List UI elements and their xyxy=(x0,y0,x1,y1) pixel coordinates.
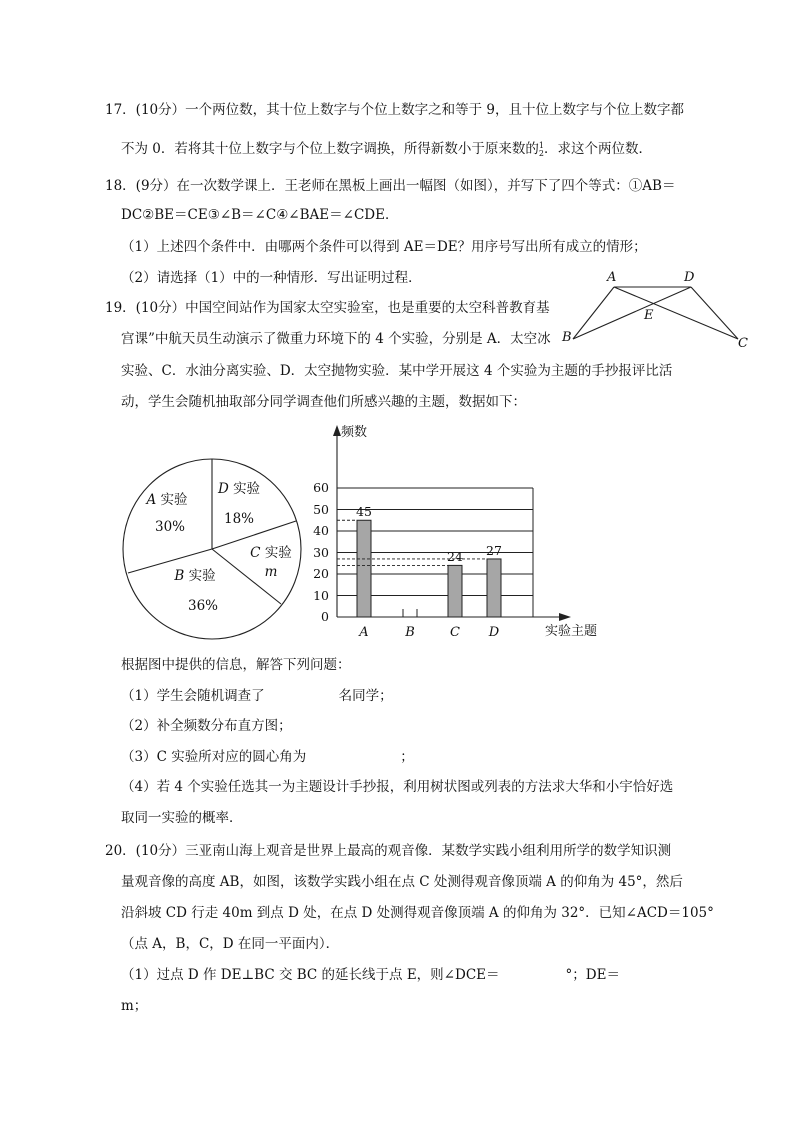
pie-chart xyxy=(118,453,308,645)
q20-line1: 20．(10分）三亚南山海上观音是世界上最高的观音像．某数学实践小组利用所学的数学知识测 xyxy=(105,843,672,859)
y-tick-label: 40 xyxy=(313,523,329,538)
q19-sub4-line2: 取同一实验的概率． xyxy=(121,810,243,826)
x-category-label: B xyxy=(405,625,415,640)
q18-line1: 18．(9分）在一次数学课上．王老师在黑板上画出一幅图（如图），并写下了四个等式：①AB＝ xyxy=(105,178,676,194)
q19-sub3-end: ； xyxy=(400,749,414,765)
q19-sub1-text: （1）学生会随机调查了 xyxy=(121,688,265,704)
q17-line1: 17．(10分）一个两位数，其十位上数字与个位上数字之和等于 9，且十位上数字与个位上数字都 xyxy=(105,102,685,118)
pie-label-A xyxy=(142,491,192,509)
bar-value-label: 27 xyxy=(486,542,502,558)
segment-DC xyxy=(691,287,738,339)
q20-sub1 xyxy=(121,965,620,985)
x-axis-label: 实验主题 xyxy=(545,624,598,639)
q18-figure xyxy=(562,266,752,358)
y-axis-label: 频数 xyxy=(341,425,368,440)
q20-sub1-text: （1）过点 D 作 DE⊥BC 交 BC 的延长线于点 E，则∠DCE＝ xyxy=(121,967,500,983)
bar-A xyxy=(357,520,371,617)
q19-sub3-text: （3）C 实验所对应的圆心角为 xyxy=(121,749,307,765)
q19-sub1 xyxy=(121,686,393,706)
q20-sub1-line2: m； xyxy=(121,998,148,1014)
q20-sub1-end: °；DE＝ xyxy=(565,967,620,983)
pie-letter-A: A xyxy=(146,492,157,508)
pie-value-B: 36% xyxy=(187,598,218,614)
q18-sub1: （1）上述四个条件中．由哪两个条件可以得到 AE＝DE？用序号写出所有成立的情形； xyxy=(121,239,647,255)
pie-value-C: m xyxy=(264,564,278,580)
y-tick-label: 30 xyxy=(313,544,329,560)
q19-line4: 动，学生会随机抽取部分同学调查他们所感兴趣的主题，数据如下： xyxy=(121,394,526,410)
pie-letter-D: D xyxy=(217,481,229,497)
segment-AB xyxy=(573,287,614,339)
pie-suffix-B: 实验 xyxy=(188,568,216,584)
q19-sub1-end: 名同学； xyxy=(338,688,393,704)
q17-line2-end: ．求这个两位数． xyxy=(543,141,652,157)
q19-sub3 xyxy=(121,747,414,767)
label-A: A xyxy=(607,270,617,285)
pie-suffix-C: 实验 xyxy=(264,545,292,561)
pie-value-D: 18% xyxy=(223,511,254,527)
x-category-label: D xyxy=(488,625,500,640)
y-axis-arrow xyxy=(333,425,341,436)
y-tick-label: 20 xyxy=(313,566,329,581)
label-C: C xyxy=(738,336,748,351)
y-tick-label: 0 xyxy=(321,609,329,624)
bar-value-label: 24 xyxy=(447,549,463,565)
x-axis-arrow xyxy=(559,613,571,621)
pie-label-D xyxy=(214,480,264,498)
pie-suffix-A: 实验 xyxy=(160,492,188,508)
q19-sub2: （2）补全频数分布直方图； xyxy=(121,718,292,734)
bar-C xyxy=(448,565,462,617)
pie-suffix-D: 实验 xyxy=(233,481,261,497)
q19-line1: 19．(10分）中国空间站作为国家太空实验室，也是重要的太空科普教育基 xyxy=(105,300,550,316)
label-D: D xyxy=(684,270,695,285)
x-category-label: A xyxy=(359,625,369,640)
q18-line2: DC②BE＝CE③∠B＝∠C④∠BAE＝∠CDE． xyxy=(121,207,399,223)
q19-sub4-line1: （4）若 4 个实验任选其一为主题设计手抄报，利用树状图或列表的方法求大华和小宇恰好选 xyxy=(121,779,674,795)
trapezoid-diagram xyxy=(562,266,752,358)
q17-line2-text: 不为 0．若将其十位上数字与个位上数字调换，所得新数小于原来数的 xyxy=(121,141,539,157)
q20-line2: 量观音像的高度 AB，如图，该数学实践小组在点 C 处测得观音像顶端 A 的仰角为 45°，然后 xyxy=(121,874,683,890)
bar-value-label: 45 xyxy=(356,504,372,520)
q19-prompt: 根据图中提供的信息，解答下列问题： xyxy=(121,657,351,673)
q20-line3: 沿斜坡 CD 行走 40m 到点 D 处，在点 D 处测得观音像顶端 A 的仰角为 32°．已知∠ACD＝105° xyxy=(121,905,714,921)
pie-value-A: 30% xyxy=(154,519,185,535)
pie-letter-C: C xyxy=(250,545,261,561)
frac-numerator: 1 xyxy=(538,140,544,150)
q19-line3: 实验、C．水油分离实验、D．太空抛物实验．某中学开展这 4 个实验为主题的手抄报评比活 xyxy=(121,363,673,379)
frac-denominator: 2 xyxy=(538,148,544,158)
label-E: E xyxy=(644,308,654,323)
q19-line2: 宫课”中航天员生动演示了微重力环境下的 4 个实验，分别是 A．太空冰 xyxy=(121,331,551,347)
bar-chart xyxy=(305,420,605,645)
pie-label-B xyxy=(170,567,220,585)
label-B: B xyxy=(562,330,572,345)
pie-letter-B: B xyxy=(174,568,185,584)
q18-sub2: （2）请选择（1）中的一种情形．写出证明过程． xyxy=(121,270,422,286)
q17-line2 xyxy=(121,139,652,159)
y-tick-label: 60 xyxy=(313,480,329,495)
bar-D xyxy=(487,559,501,617)
x-category-label: C xyxy=(450,625,460,640)
y-tick-label: 10 xyxy=(313,587,329,603)
bar-svg xyxy=(305,420,605,645)
y-tick-label: 50 xyxy=(313,501,329,517)
q20-line4: （点 A，B，C，D 在同一平面内）． xyxy=(121,936,340,952)
pie-label-C xyxy=(246,544,296,562)
